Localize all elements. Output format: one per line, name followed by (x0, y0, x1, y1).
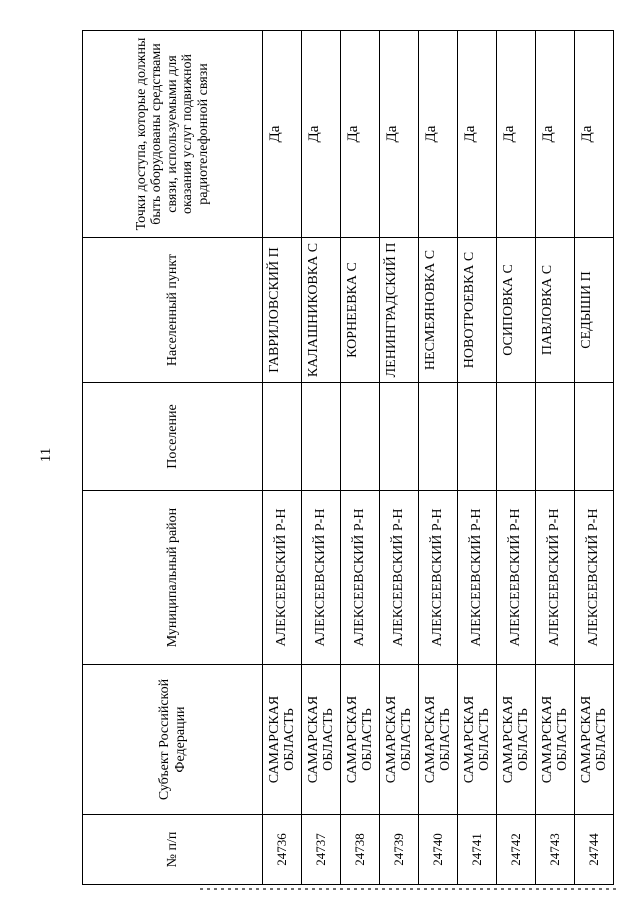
header-number: № п/п (83, 815, 263, 885)
row-access-flag: Да (419, 31, 458, 238)
scan-dot (424, 888, 427, 890)
scan-dot (578, 888, 581, 890)
header-locality: Населенный пункт (83, 238, 263, 383)
row-subject: САМАРСКАЯ ОБЛАСТЬ (380, 665, 419, 815)
row-access-flag: Да (380, 31, 419, 238)
row-district: АЛЕКСЕЕВСКИЙ Р-Н (302, 491, 341, 665)
row-locality: КАЛАШНИКОВКА С (302, 238, 341, 383)
row-number: 24744 (575, 815, 614, 885)
scan-dot (508, 888, 511, 890)
row-district: АЛЕКСЕЕВСКИЙ Р-Н (497, 491, 536, 665)
scan-dot (557, 888, 560, 890)
row-settlement (263, 383, 302, 491)
scan-dot (529, 888, 532, 890)
row-locality: ЛЕНИНГРАДСКИЙ П (380, 238, 419, 383)
row-district: АЛЕКСЕЕВСКИЙ Р-Н (536, 491, 575, 665)
scan-dot (200, 888, 203, 890)
scan-dot (403, 888, 406, 890)
scan-artifact-dots (200, 888, 620, 896)
row-number: 24743 (536, 815, 575, 885)
header-access-points: Точки доступа, которые должны быть оборудованы средствами связи, используемыми для оказания услуг подвижной радиотелефонной связи (83, 31, 263, 238)
row-district: АЛЕКСЕЕВСКИЙ Р-Н (458, 491, 497, 665)
scan-dot (543, 888, 546, 890)
scan-dot (494, 888, 497, 890)
row-number: 24736 (263, 815, 302, 885)
row-subject: САМАРСКАЯ ОБЛАСТЬ (302, 665, 341, 815)
row-district: АЛЕКСЕЕВСКИЙ Р-Н (263, 491, 302, 665)
row-settlement (341, 383, 380, 491)
scan-dot (459, 888, 462, 890)
table-row (458, 31, 497, 885)
scan-dot (452, 888, 455, 890)
scan-dot (536, 888, 539, 890)
row-number: 24741 (458, 815, 497, 885)
scan-dot (221, 888, 224, 890)
scan-dot (396, 888, 399, 890)
row-number: 24742 (497, 815, 536, 885)
row-district: АЛЕКСЕЕВСКИЙ Р-Н (419, 491, 458, 665)
row-subject: САМАРСКАЯ ОБЛАСТЬ (458, 665, 497, 815)
header-settlement: Поселение (83, 383, 263, 491)
row-locality: ГАВРИЛОВСКИЙ П (263, 238, 302, 383)
scan-dot (326, 888, 329, 890)
scan-dot (298, 888, 301, 890)
row-settlement (419, 383, 458, 491)
scan-dot (473, 888, 476, 890)
scan-dot (256, 888, 259, 890)
scan-dot (277, 888, 280, 890)
scan-dot (585, 888, 588, 890)
row-district: АЛЕКСЕЕВСКИЙ Р-Н (341, 491, 380, 665)
scan-dot (438, 888, 441, 890)
row-locality: НЕСМЕЯНОВКА С (419, 238, 458, 383)
row-access-flag: Да (341, 31, 380, 238)
scan-dot (235, 888, 238, 890)
access-points-table (82, 30, 614, 885)
table-row (302, 31, 341, 885)
row-number: 24740 (419, 815, 458, 885)
row-access-flag: Да (263, 31, 302, 238)
scan-dot (333, 888, 336, 890)
row-district: АЛЕКСЕЕВСКИЙ Р-Н (380, 491, 419, 665)
scan-dot (375, 888, 378, 890)
scan-dot (550, 888, 553, 890)
scan-dot (382, 888, 385, 890)
row-access-flag: Да (458, 31, 497, 238)
scan-dot (319, 888, 322, 890)
row-access-flag: Да (575, 31, 614, 238)
scan-dot (207, 888, 210, 890)
row-locality: СЕДЫШИ П (575, 238, 614, 383)
scan-dot (522, 888, 525, 890)
scan-dot (501, 888, 504, 890)
row-settlement (497, 383, 536, 491)
scan-dot (228, 888, 231, 890)
row-settlement (575, 383, 614, 491)
scan-dot (599, 888, 602, 890)
scan-dot (564, 888, 567, 890)
table-header-row (83, 31, 263, 885)
table-row (380, 31, 419, 885)
scan-dot (515, 888, 518, 890)
scan-dot (340, 888, 343, 890)
row-locality: НОВОТРОЕВКА С (458, 238, 497, 383)
table-row (263, 31, 302, 885)
scan-dot (606, 888, 609, 890)
scan-dot (613, 888, 616, 890)
row-subject: САМАРСКАЯ ОБЛАСТЬ (263, 665, 302, 815)
scan-dot (347, 888, 350, 890)
row-access-flag: Да (497, 31, 536, 238)
row-settlement (380, 383, 419, 491)
row-access-flag: Да (302, 31, 341, 238)
row-locality: ОСИПОВКА С (497, 238, 536, 383)
rotated-table-container (82, 31, 609, 885)
table-row (536, 31, 575, 885)
scan-dot (361, 888, 364, 890)
table-row (497, 31, 536, 885)
scan-dot (263, 888, 266, 890)
scan-dot (291, 888, 294, 890)
scan-dot (368, 888, 371, 890)
row-locality: ПАВЛОВКА С (536, 238, 575, 383)
row-subject: САМАРСКАЯ ОБЛАСТЬ (419, 665, 458, 815)
scan-dot (354, 888, 357, 890)
row-subject: САМАРСКАЯ ОБЛАСТЬ (575, 665, 614, 815)
scan-dot (431, 888, 434, 890)
row-locality: КОРНЕЕВКА С (341, 238, 380, 383)
scan-dot (592, 888, 595, 890)
scan-dot (480, 888, 483, 890)
row-district: АЛЕКСЕЕВСКИЙ Р-Н (575, 491, 614, 665)
scan-dot (249, 888, 252, 890)
scan-dot (270, 888, 273, 890)
row-settlement (458, 383, 497, 491)
scan-dot (410, 888, 413, 890)
row-access-flag: Да (536, 31, 575, 238)
scan-dot (242, 888, 245, 890)
header-subject: Субъект Российской Федерации (83, 665, 263, 815)
table-row (341, 31, 380, 885)
scan-dot (487, 888, 490, 890)
table-body (263, 31, 614, 885)
row-number: 24737 (302, 815, 341, 885)
scan-dot (214, 888, 217, 890)
row-settlement (302, 383, 341, 491)
row-subject: САМАРСКАЯ ОБЛАСТЬ (536, 665, 575, 815)
page-number: 11 (38, 447, 54, 463)
row-number: 24738 (341, 815, 380, 885)
row-subject: САМАРСКАЯ ОБЛАСТЬ (341, 665, 380, 815)
scan-dot (389, 888, 392, 890)
row-settlement (536, 383, 575, 491)
scan-dot (571, 888, 574, 890)
header-district: Муниципальный район (83, 491, 263, 665)
scan-dot (445, 888, 448, 890)
scan-dot (305, 888, 308, 890)
scan-dot (417, 888, 420, 890)
row-number: 24739 (380, 815, 419, 885)
scan-dot (284, 888, 287, 890)
scan-dot (312, 888, 315, 890)
scan-dot (466, 888, 469, 890)
table-row (419, 31, 458, 885)
table-row (575, 31, 614, 885)
row-subject: САМАРСКАЯ ОБЛАСТЬ (497, 665, 536, 815)
